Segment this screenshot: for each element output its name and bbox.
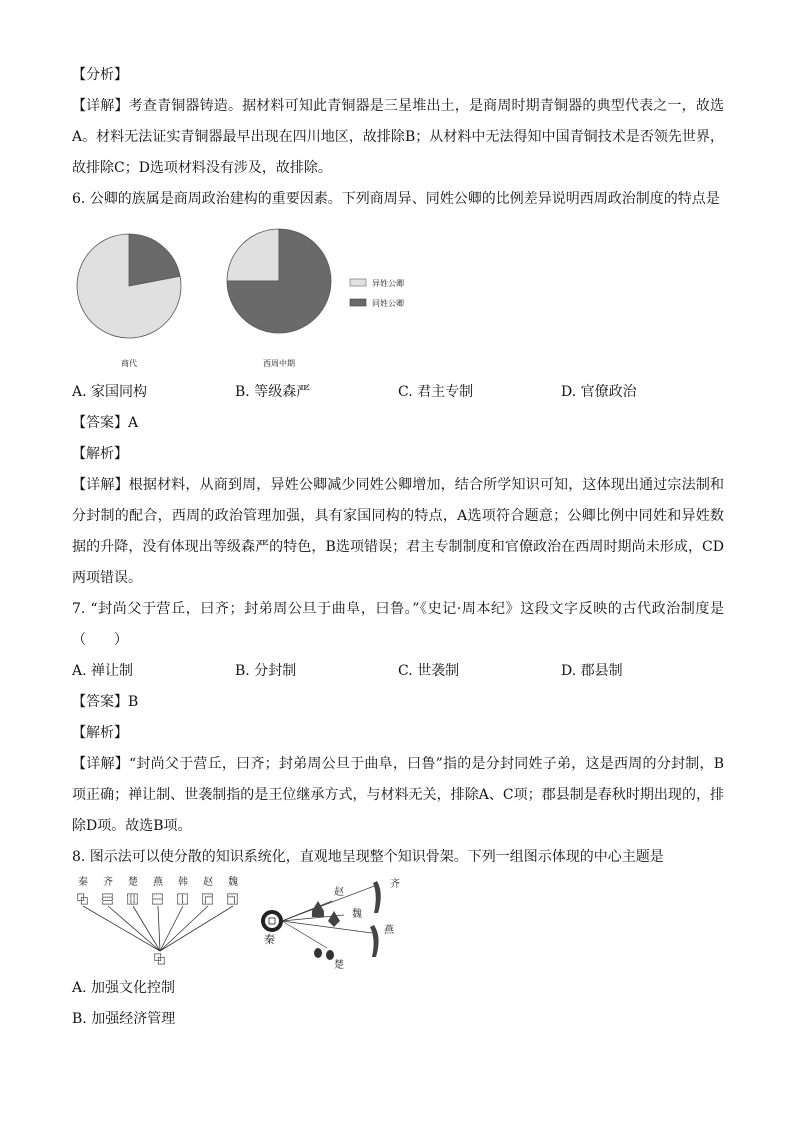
q6-option-c[interactable]: C. 君主专制 — [398, 384, 474, 400]
spade-coin-wei — [328, 911, 340, 927]
q6-option-d[interactable]: D. 官僚政治 — [561, 384, 637, 400]
q6-option-b[interactable]: B. 等级森严 — [235, 384, 311, 400]
q6-options — [72, 377, 724, 408]
pie-slice-yixing — [227, 229, 279, 281]
q8-stem: 8. 图示法可以使分散的知识系统化，直观地呈现整个知识骨架。下列一组图示体现的中心主题是 — [72, 849, 664, 865]
pie-title-shang: 商代 — [121, 359, 137, 368]
q6-answer: 【答案】A — [72, 415, 139, 431]
svg-text:⿸: ⿸ — [202, 893, 213, 906]
pie-charts — [72, 215, 452, 377]
q8-option-a[interactable]: A. 加强文化控制 — [72, 980, 176, 996]
ant-nose-coin-1 — [314, 948, 322, 958]
map-label-yan: 燕 — [384, 925, 394, 936]
q7-stem: 7. “封尚父于营丘，曰齐；封弟周公旦于曲阜，曰鲁。”《史记·周本纪》这段文字反映的古代政治制度是（ ） — [72, 601, 724, 648]
coins-diagram — [263, 878, 400, 971]
q7-option-d[interactable]: D. 郡县制 — [561, 663, 623, 679]
knife-coin-qi — [373, 881, 381, 913]
q6-pie-figure — [72, 215, 724, 377]
ant-nose-coin-2 — [326, 950, 334, 960]
states-convergence-diagram — [77, 875, 238, 966]
state-label-qin: 秦 — [78, 877, 88, 888]
q7-detail: 【详解】“封尚父于营丘，曰齐；封弟周公旦于曲阜，曰鲁”指的是分封同姓子弟，这是西周的分封制，B项正确；禅让制、世袭制指的是王位继承方式，与材料无关，排除A、C项；郡县制是春秋时期出现的，排除D项。故选B项。 — [72, 756, 724, 834]
svg-text:⿳: ⿳ — [102, 893, 113, 906]
state-label-yan: 燕 — [153, 877, 163, 888]
svg-text:⿲: ⿲ — [127, 893, 138, 906]
state-label-chu: 楚 — [128, 877, 138, 888]
q8-diagram — [72, 873, 402, 973]
pie-title-xizhou: 西周中期 — [263, 359, 295, 368]
analysis-label: 【分析】 — [72, 67, 128, 83]
state-label-zhao: 赵 — [203, 877, 213, 888]
q6-detail: 【详解】根据材料，从商到周，异姓公卿减少同姓公卿增加，结合所学知识可知，这体现出通过宗法制和分封制的配合，西周的政治管理加强，具有家国同构的特点，A选项符合题意；公卿比例中同姓和异姓数据的升降，没有体现出等级森严的特色，B选项错误；君主专制制度和官僚政治在西周时期尚未形成，CD两项错误。 — [72, 477, 724, 586]
convergence-lines — [83, 906, 233, 951]
svg-text:⿱: ⿱ — [152, 893, 163, 906]
page-content — [72, 60, 724, 1035]
map-label-zhao: 赵 — [334, 887, 344, 898]
map-label-qin: 秦 — [264, 933, 275, 946]
state-label-han: 韩 — [178, 877, 188, 888]
q8-diagram-figure — [72, 873, 724, 973]
q7-option-c[interactable]: C. 世袭制 — [398, 663, 460, 679]
q6-option-a[interactable]: A. 家国同构 — [72, 384, 148, 400]
q7-options — [72, 656, 724, 687]
q7-option-a[interactable]: A. 禅让制 — [72, 663, 134, 679]
q7-analysis-label: 【解析】 — [72, 725, 128, 741]
q8-option-b[interactable]: B. 加强经济管理 — [72, 1011, 176, 1027]
pie-chart-shang — [77, 234, 181, 338]
map-label-qi: 齐 — [390, 879, 400, 890]
svg-text:⿰: ⿰ — [177, 893, 188, 906]
state-label-qi: 齐 — [103, 877, 113, 888]
legend-swatch-yixing — [350, 279, 366, 286]
q5-detail: 【详解】考查青铜器铸造。据材料可知此青铜器是三星堆出土，是商周时期青铜器的典型代表之一，故选A。材料无法证实青铜器最早出现在四川地区，故排除B；从材料中无法得知中国青铜技术是否领先世界，故排除C；D选项材料没有涉及，故排除。 — [72, 98, 724, 176]
unified-script-glyph: ⿻ — [154, 953, 165, 966]
q6-stem: 6. 公卿的族属是商周政治建构的重要因素。下列商周异、同姓公卿的比例差异说明西周政治制度的特点是 — [72, 191, 720, 207]
state-label-wei: 魏 — [228, 877, 238, 888]
q7-answer: 【答案】B — [72, 694, 139, 710]
q6-analysis-label: 【解析】 — [72, 446, 128, 462]
spade-coin-zhao — [312, 901, 324, 917]
svg-text:⿻: ⿻ — [77, 893, 88, 906]
map-label-wei: 魏 — [352, 909, 362, 920]
q7-option-b[interactable]: B. 分封制 — [235, 663, 297, 679]
legend-swatch-tongxing — [350, 299, 366, 306]
knife-coin-yan — [370, 925, 379, 957]
legend-label-tongxing: 同姓公卿 — [372, 299, 404, 308]
map-label-chu: 楚 — [334, 960, 344, 971]
ancient-script-glyphs — [77, 892, 238, 906]
svg-text:⿹: ⿹ — [227, 893, 238, 906]
legend-label-yixing: 异姓公卿 — [372, 279, 404, 288]
pie-chart-xizhou — [227, 229, 331, 333]
